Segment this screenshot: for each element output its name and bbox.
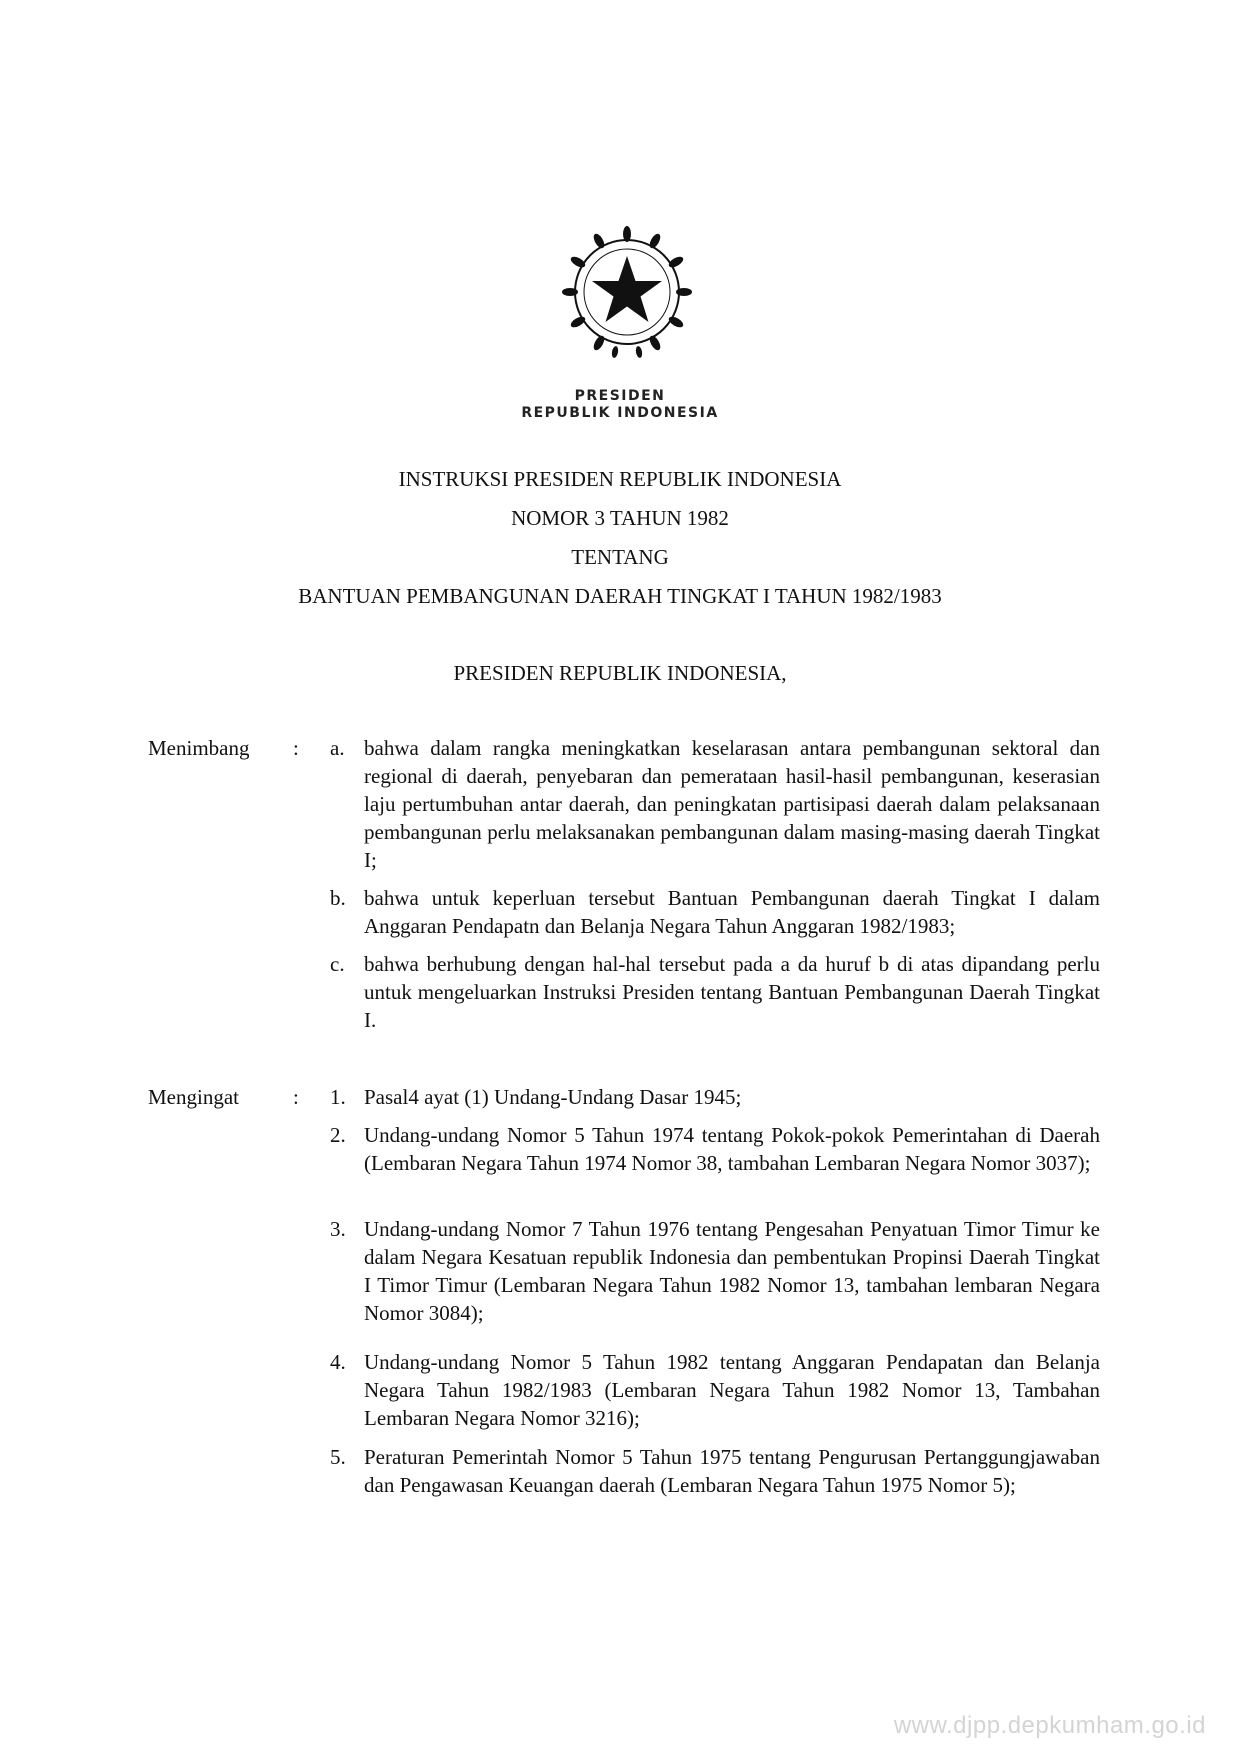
mengingat-colon: :: [293, 1085, 299, 1109]
menimbang-label: Menimbang: [148, 736, 250, 760]
mengingat-item: [330, 1215, 1100, 1327]
item-text: Undang-undang Nomor 7 Tahun 1976 tentang Pengesahan Penyatuan Timor Timur ke dalam Negara Kesatuan republik Indonesia dan pembentukan Propinsi Daerah Tingkat I Timor Timur (Lembaran Negara Tahun 1982 Nomor 13, tambahan lembaran Negara Nomor 3084);: [364, 1217, 1100, 1325]
mengingat-item: [330, 1348, 1100, 1432]
item-marker: b.: [330, 886, 346, 910]
item-marker: 3.: [330, 1217, 346, 1241]
preamble: PRESIDEN REPUBLIK INDONESIA,: [453, 661, 787, 685]
item-text: Pasal4 ayat (1) Undang-Undang Dasar 1945;: [364, 1085, 742, 1109]
item-text: Undang-undang Nomor 5 Tahun 1974 tentang Pokok-pokok Pemerintahan di Daerah (Lembaran Negara Tahun 1974 Nomor 38, tambahan Lembaran Negara Nomor 3037);: [364, 1123, 1100, 1175]
source-watermark: www.djpp.depkumham.go.id: [893, 1712, 1206, 1739]
item-marker: 1.: [330, 1085, 346, 1109]
mengingat-item: [330, 1121, 1100, 1177]
item-text: bahwa dalam rangka meningkatkan keselarasan antara pembangunan sektoral dan regional di daerah, penyebaran dan pemerataan hasil-hasil pembangunan, keserasian laju pertumbuhan antar daerah, dan peningkatan partisipasi daerah dalam pelaksanaan pembangunan perlu melaksanakan pembangunan dalam masing-masing daerah Tingkat I;: [364, 736, 1100, 872]
item-marker: a.: [330, 736, 345, 760]
item-marker: 4.: [330, 1350, 346, 1374]
document-title: INSTRUKSI PRESIDEN REPUBLIK INDONESIA: [398, 467, 842, 491]
item-text: Peraturan Pemerintah Nomor 5 Tahun 1975 tentang Pengurusan Pertanggungjawaban dan Pengawasan Keuangan daerah (Lembaran Negara Tahun 1975 Nomor 5);: [364, 1445, 1100, 1497]
item-text: bahwa untuk keperluan tersebut Bantuan Pembangunan daerah Tingkat I dalam Anggaran Pendapatn dan Belanja Negara Tahun Anggaran 1982/1983;: [364, 886, 1100, 938]
document-subject: BANTUAN PEMBANGUNAN DAERAH TINGKAT I TAHUN 1982/1983: [298, 584, 942, 608]
mengingat-item: [330, 1443, 1100, 1499]
menimbang-item: [330, 734, 1100, 874]
emblem-caption-line1: PRESIDEN: [574, 388, 666, 404]
item-text: Undang-undang Nomor 5 Tahun 1982 tentang Anggaran Pendapatan dan Belanja Negara Tahun 1982/1983 (Lembaran Negara Tahun 1982 Nomor 13, Tambahan Lembaran Negara Nomor 3216);: [364, 1350, 1100, 1430]
menimbang-item: [330, 884, 1100, 940]
emblem-caption-line2: REPUBLIK INDONESIA: [521, 405, 719, 421]
item-text: bahwa berhubung dengan hal-hal tersebut pada a da huruf b di atas dipandang perlu untuk mengeluarkan Instruksi Presiden tentang Bantuan Pembangunan Daerah Tingkat I.: [364, 952, 1100, 1032]
item-marker: c.: [330, 952, 345, 976]
state-emblem-icon: [560, 225, 694, 359]
item-marker: 5.: [330, 1445, 346, 1469]
document-number: NOMOR 3 TAHUN 1982: [511, 506, 729, 530]
mengingat-item: [330, 1083, 1100, 1111]
menimbang-colon: :: [293, 736, 299, 760]
mengingat-label: Mengingat: [148, 1085, 239, 1109]
item-marker: 2.: [330, 1123, 346, 1147]
menimbang-item: [330, 950, 1100, 1034]
document-tentang: TENTANG: [571, 545, 669, 569]
